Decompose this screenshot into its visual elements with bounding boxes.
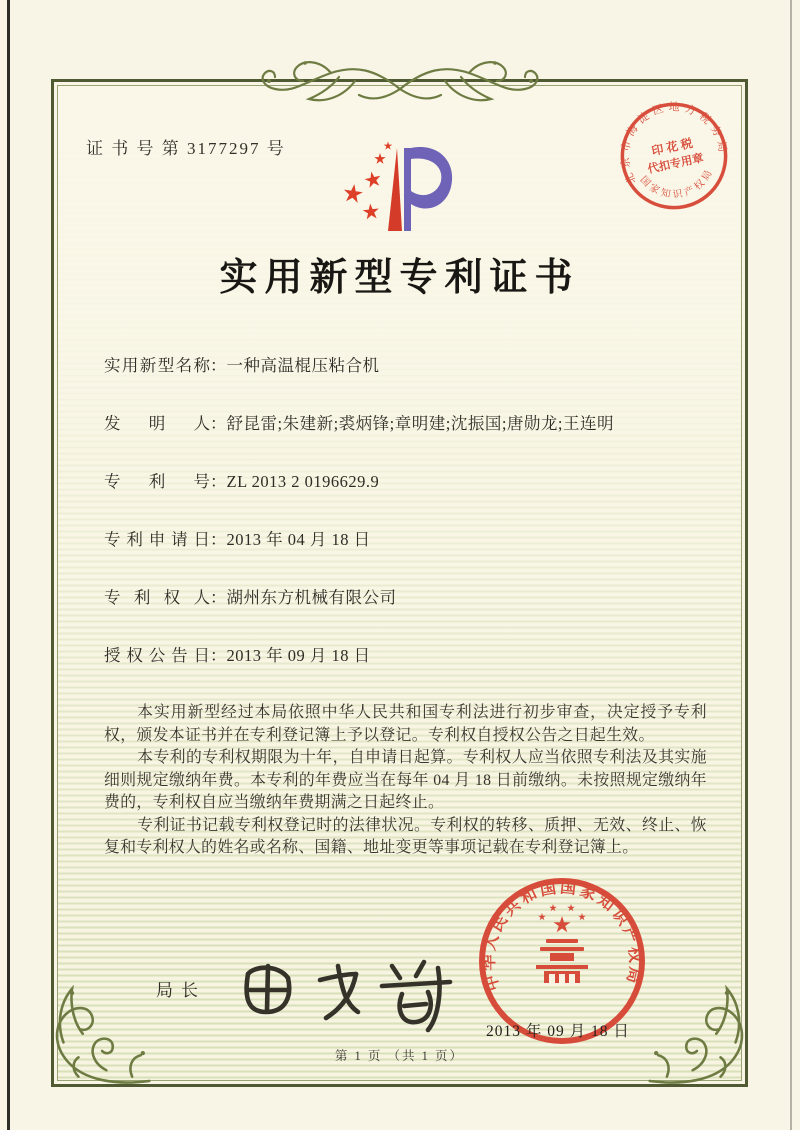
field-colon: ： <box>210 356 227 375</box>
field-label: 专利号 <box>104 472 210 491</box>
field-value: 2013 年 04 月 18 日 <box>226 530 371 549</box>
issue-date: 2013 年 09 月 18 日 <box>486 1023 630 1040</box>
logo-stars-icon <box>342 142 392 220</box>
field-application-date <box>104 528 707 552</box>
certificate-title: 实用新型专利证书 <box>219 257 580 299</box>
field-value: 2013 年 09 月 18 日 <box>226 646 371 665</box>
field-value: 舒昆雷;朱建新;裘炳锋;章明建;沈振国;唐勋龙;王连明 <box>226 414 615 433</box>
signer-title: 局长 <box>156 981 206 1000</box>
field-colon: ： <box>210 530 227 549</box>
field-label: 实用新型名称 <box>104 356 210 375</box>
field-colon: ： <box>210 472 227 491</box>
corner-flourish-bottom-left <box>42 978 160 1096</box>
legal-paragraph: 本实用新型经过本局依照中华人民共和国专利法进行初步审查，决定授予专利权，颁发本证书并在专利登记簿上予以登记。专利权自授权公告之日起生效。 <box>104 704 707 744</box>
field-inventors <box>104 412 707 436</box>
tax-stamp-arc-bottom: 国家知识产权局 <box>637 166 717 201</box>
field-colon: ： <box>210 588 227 607</box>
signature-handwriting <box>234 946 466 1038</box>
tax-stamp-center-line1: 印 花 税 <box>650 135 694 159</box>
page-scan-edge-left <box>7 0 10 1130</box>
field-patentee <box>104 586 707 610</box>
logo-triangle-icon <box>388 148 402 231</box>
corner-flourish-bottom-right <box>639 978 757 1096</box>
field-grant-publication-date <box>104 644 707 668</box>
legal-paragraph: 专利证书记载专利权登记时的法律状况。专利权的转移、质押、无效、终止、恢复和专利权人的姓名或名称、国籍、地址变更等事项记载在专利登记簿上。 <box>104 816 707 856</box>
field-patent-number <box>104 470 707 494</box>
national-emblem-icon <box>536 904 588 983</box>
page-scan-edge-right <box>790 0 792 1130</box>
certificate-frame <box>57 85 742 1081</box>
top-flourish-ornament <box>235 53 565 119</box>
field-utility-model-name <box>104 354 707 378</box>
seal-arc-text: 中华人民共和国国家知识产权局 <box>480 879 644 993</box>
legal-paragraph: 本专利的专利权期限为十年，自申请日起算。专利权人应当依照专利法及其实施细则规定缴纳年费。本专利的年费应当在每年 04 月 18 日前缴纳。未按照规定缴纳年费的，专利权自应当缴纳年费期满之日起终止。 <box>104 749 707 811</box>
patent-office-logo <box>340 136 460 238</box>
tax-withholding-stamp <box>610 92 738 220</box>
field-label: 发明人 <box>104 414 210 433</box>
field-value: 湖州东方机械有限公司 <box>226 588 397 607</box>
field-label: 专利申请日 <box>104 530 210 549</box>
legal-paragraphs <box>104 702 707 860</box>
field-label: 专利权人 <box>104 588 210 607</box>
signature-block <box>156 946 466 1038</box>
field-value: 一种高温棍压粘合机 <box>226 356 380 375</box>
field-label: 授权公告日 <box>104 646 210 665</box>
page-footer: 第 1 页 （共 1 页） <box>334 1049 465 1063</box>
logo-p-icon <box>404 147 452 231</box>
tax-stamp-center-line2: 代扣专用章 <box>646 152 705 176</box>
certificate-body <box>104 354 707 860</box>
field-value: ZL 2013 2 0196629.9 <box>226 472 380 491</box>
field-colon: ： <box>210 646 227 665</box>
tax-stamp-arc-top: 北京市海淀区地方税务局 <box>619 101 729 186</box>
field-colon: ： <box>210 414 227 433</box>
certificate-number: 证 书 号 第 3177297 号 <box>86 139 286 158</box>
